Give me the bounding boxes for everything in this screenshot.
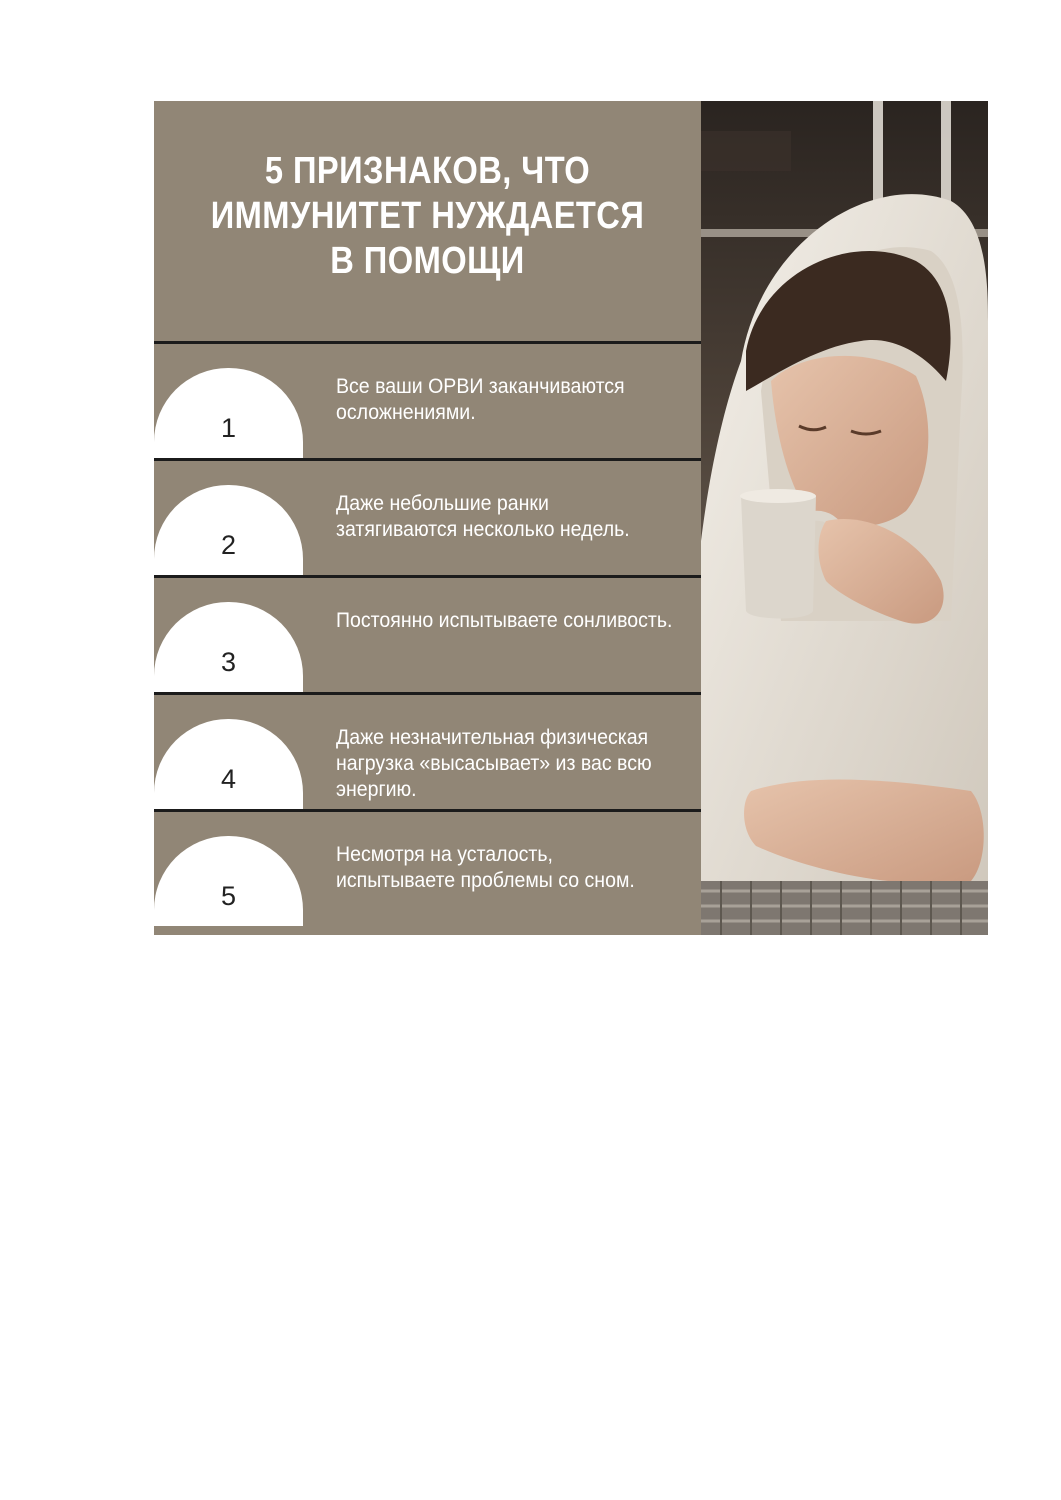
title-line-1: 5 ПРИЗНАКОВ, ЧТО [264, 150, 591, 192]
sign-row-2 [154, 458, 701, 575]
sign-number: 5 [220, 881, 237, 911]
sign-row-1 [154, 341, 701, 458]
photo-illustration [701, 101, 988, 935]
page-title [154, 149, 701, 284]
sign-text: Все ваши ОРВИ заканчиваются осложнениями. [336, 375, 625, 424]
title-line-2: ИММУНИТЕТ НУЖДАЕТСЯ [210, 195, 645, 237]
signs-list [154, 341, 701, 926]
sign-text: Даже незначительная физическая нагрузка «высасывает» из вас всю энергию. [336, 726, 652, 801]
title-line-3: В ПОМОЩИ [330, 240, 525, 282]
sign-number: 4 [220, 764, 237, 794]
sign-number: 2 [220, 530, 237, 560]
info-panel [154, 101, 701, 935]
sign-row-3 [154, 575, 701, 692]
sign-row-4 [154, 692, 701, 809]
sick-man-photo [701, 101, 988, 935]
sign-number: 3 [220, 647, 237, 677]
sign-text: Постоянно испытываете сонливость. [336, 609, 673, 632]
sign-text: Несмотря на усталость, испытываете проблемы со сном. [336, 843, 635, 892]
infographic-card [154, 101, 988, 935]
sign-number: 1 [220, 413, 237, 443]
sign-text: Даже небольшие ранки затягиваются несколько недель. [336, 492, 630, 541]
sign-row-5 [154, 809, 701, 926]
